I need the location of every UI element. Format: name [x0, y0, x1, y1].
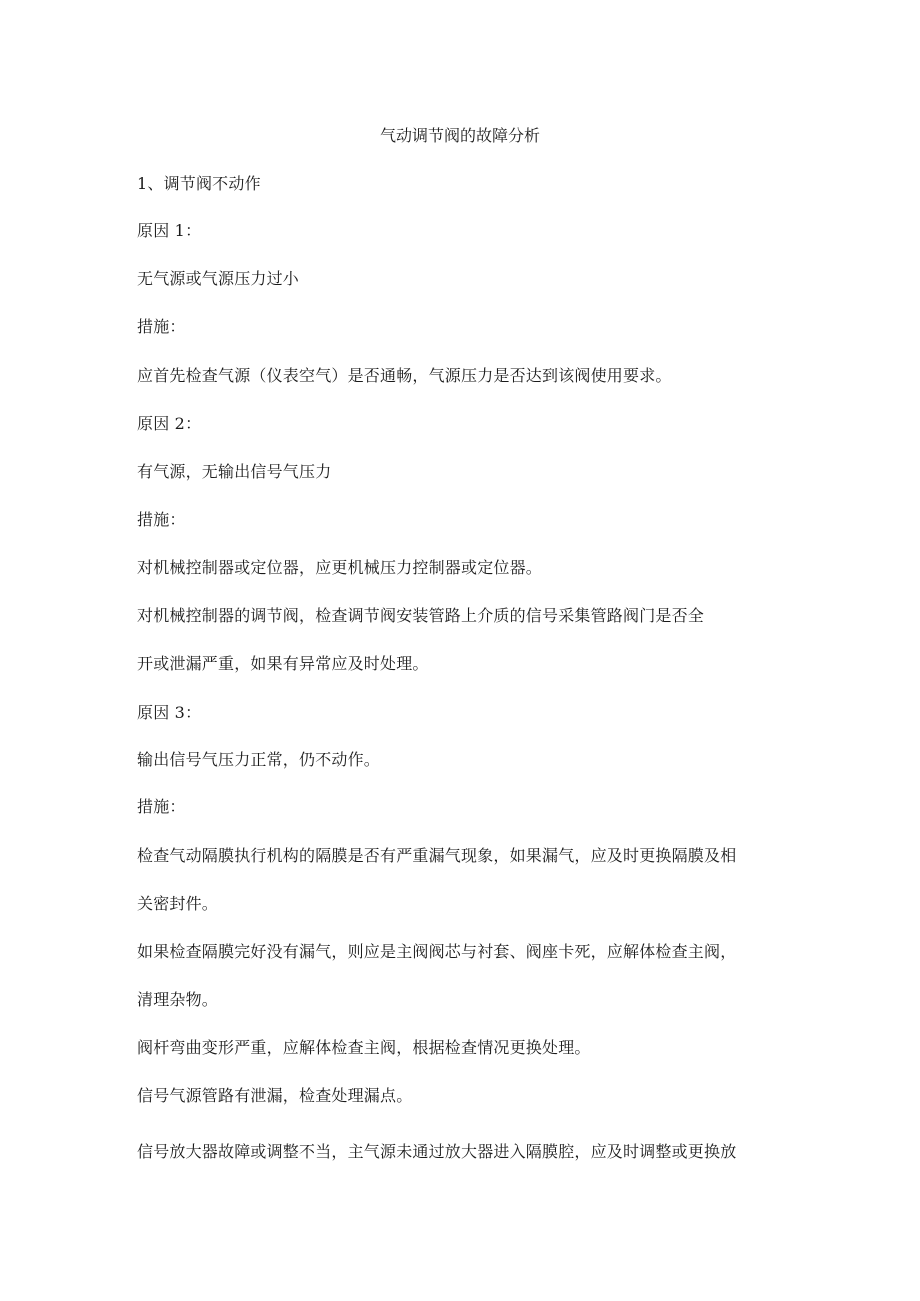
page-title: 气动调节阀的故障分析	[379, 126, 540, 145]
cause-label: 原因 1：	[137, 221, 202, 240]
paragraph-line: 对机械控制器的调节阀，检查调节阀安装管路上介质的信号采集管路阀门是否全	[137, 606, 705, 625]
paragraph-line: 对机械控制器或定位器，应更机械压力控制器或定位器。	[137, 558, 543, 577]
paragraph-line: 信号气源管路有泄漏，检查处理漏点。	[137, 1086, 413, 1105]
paragraph-line: 有气源，无输出信号气压力	[137, 462, 332, 481]
paragraph-line: 清理杂物。	[137, 990, 219, 1009]
measure-label: 措施：	[137, 797, 186, 816]
paragraph-line: 如果检查隔膜完好没有漏气，则应是主阀阀芯与衬套、阀座卡死，应解体检查主阀，	[137, 942, 737, 961]
paragraph-line: 开或泄漏严重，如果有异常应及时处理。	[137, 654, 429, 673]
section-heading: 1、调节阀不动作	[137, 174, 261, 193]
paragraph-line: 无气源或气源压力过小	[137, 269, 300, 288]
paragraph-line: 信号放大器故障或调整不当，主气源未通过放大器进入隔膜腔，应及时调整或更换放	[137, 1142, 737, 1161]
paragraph-line: 输出信号气压力正常，仍不动作。	[137, 750, 381, 769]
measure-label: 措施：	[137, 510, 186, 529]
cause-label: 原因 2：	[137, 414, 202, 433]
paragraph-line: 应首先检查气源（仪表空气）是否通畅，气源压力是否达到该阀使用要求。	[137, 366, 672, 385]
cause-label: 原因 3：	[137, 703, 202, 722]
paragraph-line: 检查气动隔膜执行机构的隔膜是否有严重漏气现象，如果漏气，应及时更换隔膜及相	[137, 846, 737, 865]
measure-label: 措施：	[137, 317, 186, 336]
paragraph-line: 关密封件。	[137, 894, 219, 913]
paragraph-line: 阀杆弯曲变形严重，应解体检查主阀，根据检查情况更换处理。	[137, 1038, 591, 1057]
